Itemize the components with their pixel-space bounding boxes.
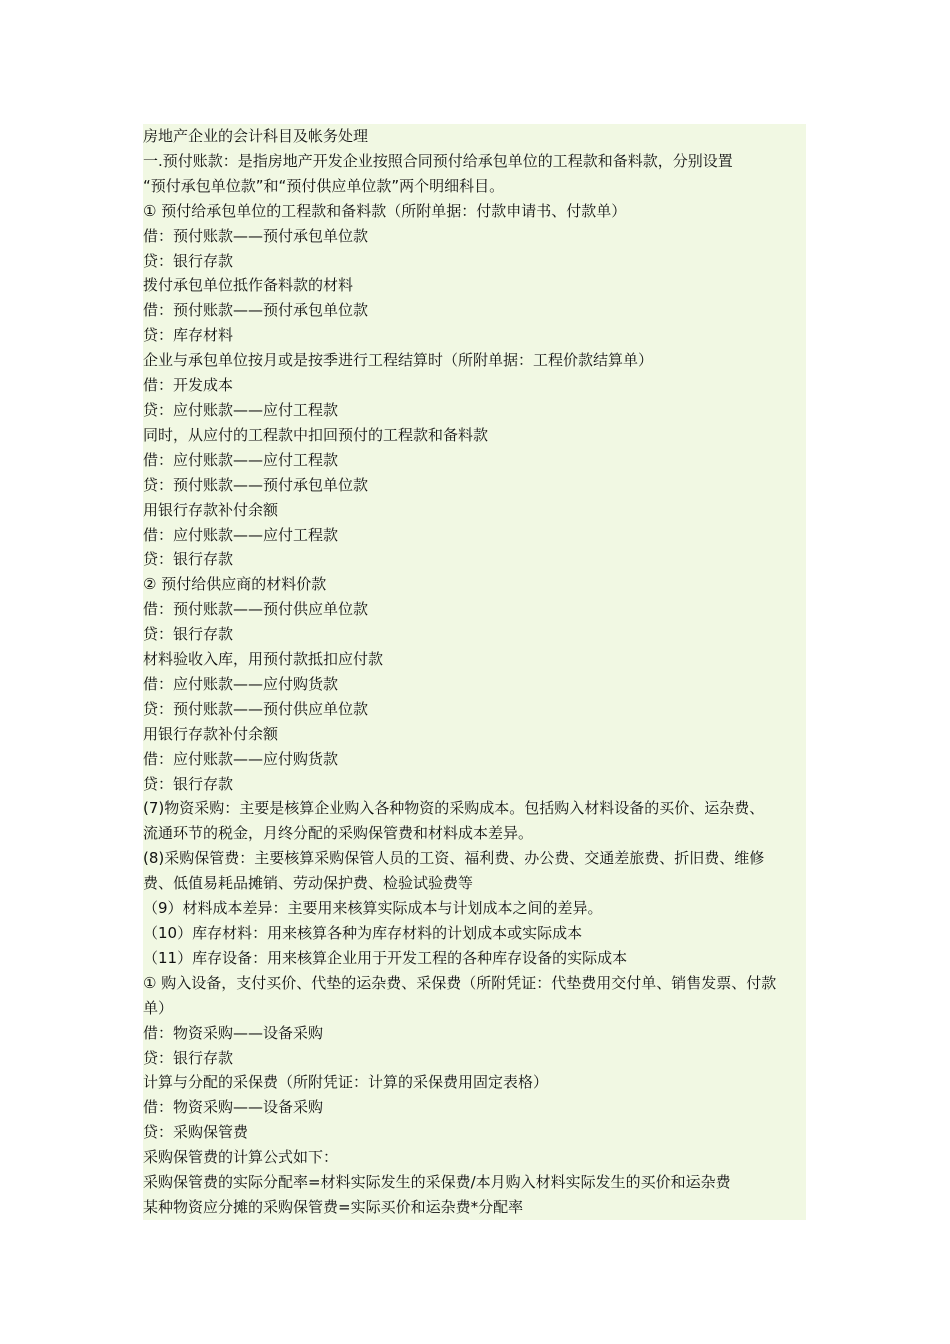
- text-line: 贷：采购保管费: [143, 1123, 249, 1142]
- text-line: 贷：预付账款——预付供应单位款: [143, 699, 369, 718]
- text-line: 计算与分配的采保费（所附凭证：计算的采保费用固定表格）: [143, 1073, 549, 1092]
- text-line: （9）材料成本差异：主要用来核算实际成本与计划成本之间的差异。: [143, 899, 603, 918]
- text-line: 用银行存款补付余额: [143, 500, 279, 519]
- text-line: 借：应付账款——应付购货款: [143, 674, 339, 693]
- text-line: （10）库存材料：用来核算各种为库存材料的计划成本或实际成本: [143, 924, 583, 942]
- text-line: 贷：库存材料: [143, 326, 234, 345]
- text-line: (7)物资采购：主要是核算企业购入各种物资的采购成本。包括购入材料设备的买价、运杂费、: [143, 799, 765, 818]
- text-line: 借：预付账款——预付承包单位款: [143, 226, 369, 245]
- text-line: ① 购入设备，支付买价、代垫的运杂费、采保费（所附凭证：代垫费用交付单、销售发票、付款: [143, 973, 777, 992]
- text-line: 借：应付账款——应付工程款: [143, 450, 339, 469]
- text-line: 材料验收入库，用预付款抵扣应付款: [143, 650, 384, 669]
- text-line: 贷：应付账款——应付工程款: [143, 400, 339, 419]
- text-line: 采购保管费的计算公式如下：: [143, 1148, 339, 1167]
- text-line: 借：开发成本: [143, 376, 234, 395]
- text-line: 借：物资采购——设备采购: [143, 1098, 324, 1117]
- text-line: 用银行存款补付余额: [143, 724, 279, 743]
- document-body: [143, 124, 806, 1220]
- text-line: 贷：预付账款——预付承包单位款: [143, 475, 369, 494]
- text-line: 贷：银行存款: [143, 625, 234, 644]
- text-line: 贷：银行存款: [143, 251, 234, 270]
- text-line: 贷：银行存款: [143, 550, 234, 569]
- text-line: ① 预付给承包单位的工程款和备料款（所附单据：付款申请书、付款单）: [143, 201, 627, 220]
- text-line: 采购保管费的实际分配率=材料实际发生的采保费/本月购入材料实际发生的买价和运杂费: [143, 1173, 731, 1192]
- document-title: 房地产企业的会计科目及帐务处理: [143, 127, 369, 145]
- text-line: （11）库存设备：用来核算企业用于开发工程的各种库存设备的实际成本: [143, 948, 628, 967]
- text-line: 借：应付账款——应付工程款: [143, 525, 339, 544]
- text-line: 借：预付账款——预付供应单位款: [143, 600, 369, 619]
- text-line: 拨付承包单位抵作备料款的材料: [143, 276, 354, 295]
- text-line: 费、低值易耗品摊销、劳动保护费、检验试验费等: [143, 874, 474, 893]
- text-line: 贷：银行存款: [143, 1048, 234, 1067]
- text-line: 一.预付账款：是指房地产开发企业按照合同预付给承包单位的工程款和备料款，分别设置: [143, 151, 733, 170]
- text-line: 企业与承包单位按月或是按季进行工程结算时（所附单据：工程价款结算单）: [143, 351, 654, 370]
- text-line: 单）: [143, 998, 174, 1017]
- text-line: 借：应付账款——应付购货款: [143, 749, 339, 768]
- text-line: 借：物资采购——设备采购: [143, 1023, 324, 1042]
- text-line: 某种物资应分摊的采购保管费=实际买价和运杂费*分配率: [143, 1197, 524, 1216]
- text-line: “预付承包单位款”和“预付供应单位款”两个明细科目。: [143, 176, 505, 195]
- text-line: 同时，从应付的工程款中扣回预付的工程款和备料款: [143, 425, 489, 444]
- text-line: 流通环节的税金，月终分配的采购保管费和材料成本差异。: [143, 824, 534, 843]
- text-line: 借：预付账款——预付承包单位款: [143, 301, 369, 320]
- text-line: 贷：银行存款: [143, 774, 234, 793]
- text-line: ② 预付给供应商的材料价款: [143, 575, 327, 594]
- text-line: (8)采购保管费：主要核算采购保管人员的工资、福利费、办公费、交通差旅费、折旧费、维修: [143, 849, 765, 868]
